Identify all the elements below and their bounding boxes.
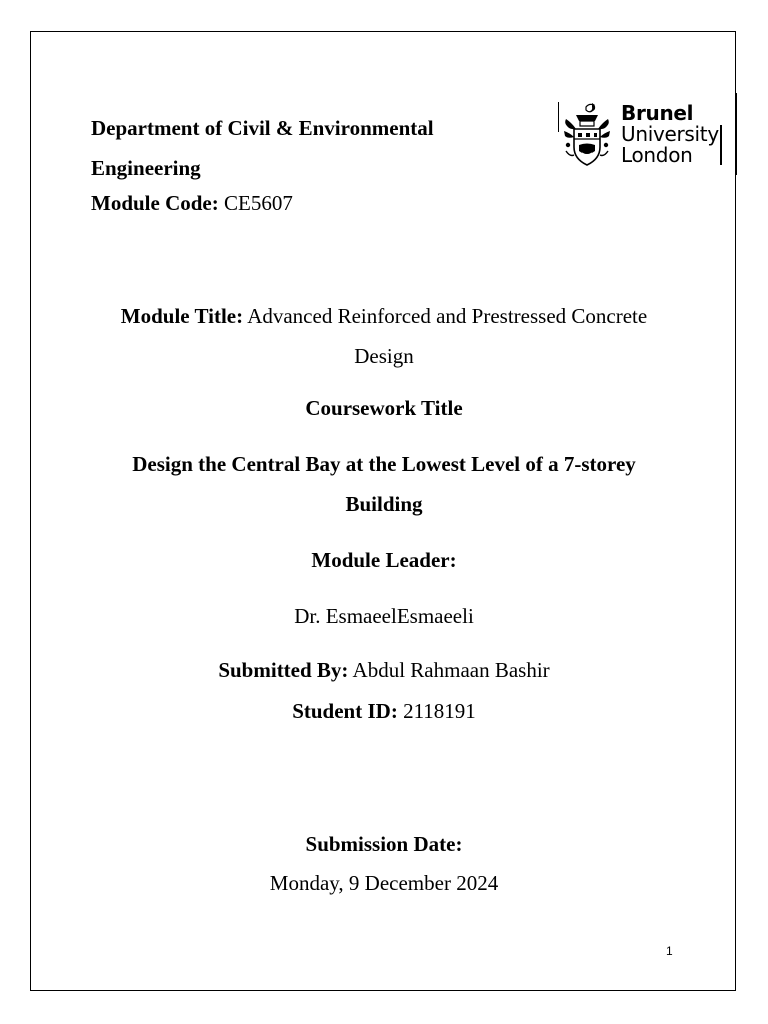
submitted-by-value: Abdul Rahmaan Bashir [352,658,550,682]
coursework-title [80,444,688,524]
student-id-label: Student ID: [292,699,398,723]
module-title-value-1: Advanced Reinforced and Prestressed Concrete [247,304,648,328]
module-title [80,296,688,376]
logo-line-london: London [621,143,693,167]
logo-line-university: University [621,122,719,146]
module-leader-name: Dr. EsmaeelEsmaeeli [294,604,474,628]
logo-right-divider [720,125,722,165]
coursework-title-line-2: Building [345,492,423,516]
submission-date-value: Monday, 9 December 2024 [269,871,499,895]
module-code-label: Module Code: [91,191,219,215]
module-title-label: Module Title: [120,304,244,328]
logo-line-brunel: Brunel [621,101,694,125]
module-code-value: CE5607 [224,191,293,215]
module-code [91,188,293,218]
brunel-crest-icon [562,101,612,167]
logo-left-divider [558,102,559,132]
student-id [80,697,688,725]
module-title-value-2: Design [354,344,414,368]
module-leader-label: Module Leader: [311,548,457,572]
submitted-by [80,656,688,684]
department-heading: Department of Civil & Environmental Engineering [91,116,434,180]
student-id-value: 2118191 [403,699,476,723]
brunel-logo [556,93,738,175]
submitted-by-label: Submitted By: [218,658,349,682]
module-title-line-1 [80,296,688,336]
submission-date-label: Submission Date: [305,832,463,856]
page-number: 1 [666,944,673,958]
logo-edge-divider [736,93,737,175]
coursework-heading: Coursework Title [305,396,463,420]
logo-wordmark [621,103,719,166]
coursework-title-line-1: Design the Central Bay at the Lowest Level of a 7-storey [132,452,636,476]
